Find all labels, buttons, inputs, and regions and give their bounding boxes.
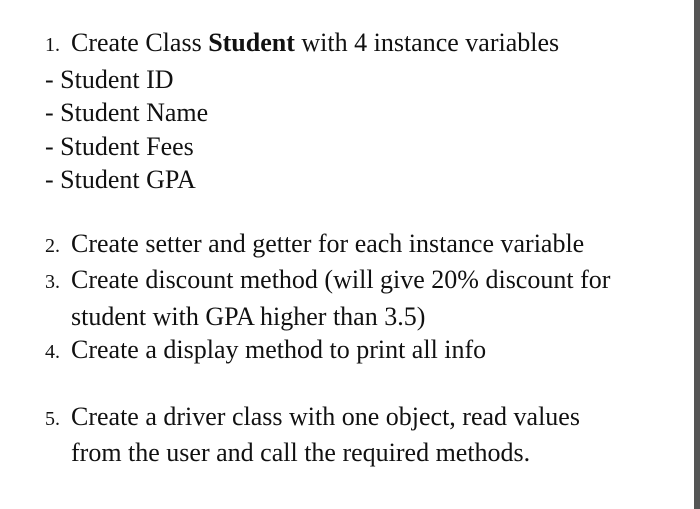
task-1-number: 1. xyxy=(45,34,60,56)
variable-item-student-id: - Student ID xyxy=(45,64,174,94)
task-2 xyxy=(45,227,685,264)
task-1-text-before: Create Class xyxy=(71,28,202,57)
task-2-number: 2. xyxy=(45,234,60,257)
task-3-text-line-1: Create discount method (will give 20% discount for xyxy=(71,265,611,294)
task-4 xyxy=(45,333,685,370)
assignment-instructions xyxy=(45,26,685,470)
task-3 xyxy=(45,263,685,300)
variable-item-student-fees: - Student Fees xyxy=(45,131,194,161)
task-4-text: Create a display method to print all info xyxy=(71,335,487,364)
task-1-text-after: with 4 instance variables xyxy=(301,28,560,57)
section-gap xyxy=(45,197,685,227)
page-edge-border xyxy=(694,0,700,509)
task-4-number: 4. xyxy=(45,341,60,363)
task-5 xyxy=(45,400,685,437)
task-3-text-line-2: student with GPA higher than 3.5) xyxy=(71,301,426,331)
task-2-text: Create setter and getter for each instance variable xyxy=(71,228,585,258)
task-1-class-name: Student xyxy=(208,28,295,57)
task-1-heading xyxy=(45,26,685,63)
variable-item-student-name: - Student Name xyxy=(45,98,209,127)
section-gap xyxy=(45,370,685,400)
task-3-number: 3. xyxy=(45,271,60,293)
variable-item-student-gpa: - Student GPA xyxy=(45,165,196,194)
task-5-text-line-2: from the user and call the required methods. xyxy=(71,438,531,467)
task-5-number: 5. xyxy=(45,407,60,430)
task-5-text-line-1: Create a driver class with one object, read values xyxy=(71,401,580,431)
